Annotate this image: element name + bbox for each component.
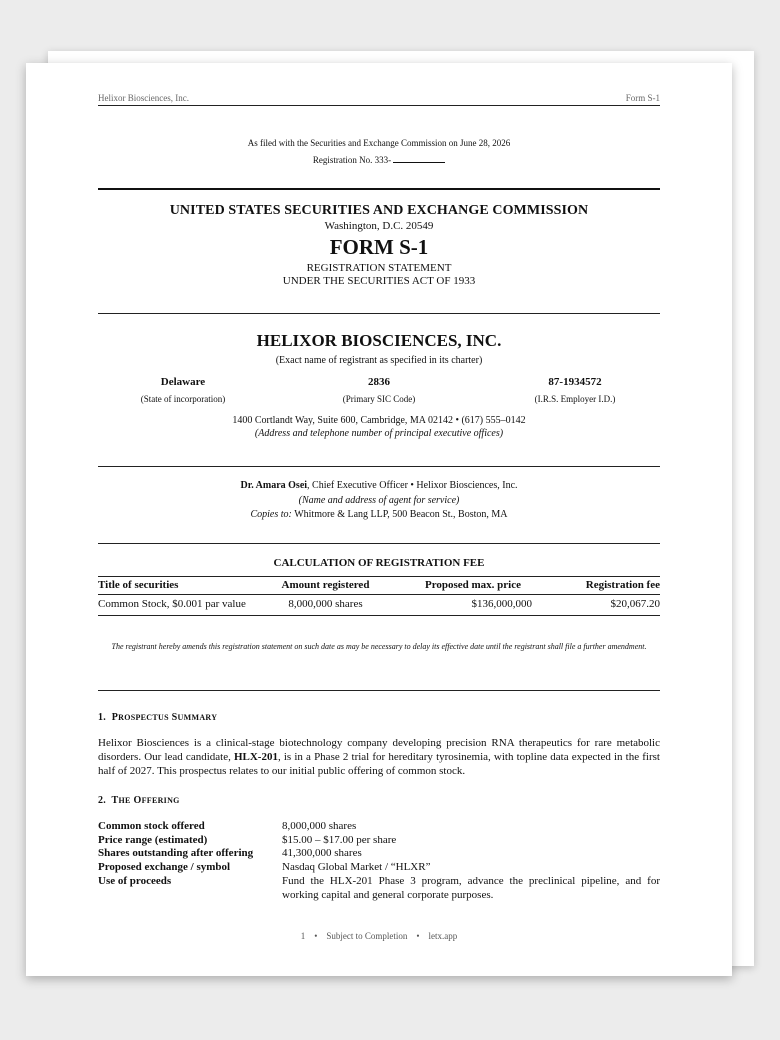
registrant-name-caption: (Exact name of registrant as specified in its charter) xyxy=(275,355,483,366)
amendment-note: The registrant hereby amends this registration statement on such date as may be necessary to delay its effective date until the registrant shall file a further amendment. xyxy=(111,642,647,651)
state-caption: (State of incorporation) xyxy=(140,394,226,404)
ein-caption: (I.R.S. Employer I.D.) xyxy=(534,394,616,404)
footer-site: letx.app xyxy=(428,931,458,941)
statement-line-1: REGISTRATION STATEMENT xyxy=(306,262,452,274)
summary-text-a: Helixor Biosciences is a clinical-stage biotechnology company developing precision RNA therapeutics for rare metabolic disorders. Our lead candidate, xyxy=(98,737,660,763)
section-1-paragraph xyxy=(98,736,660,778)
cover-heading xyxy=(98,203,660,288)
section-2-title-initial-2: O xyxy=(133,795,142,806)
offering-key: Use of proceeds xyxy=(98,874,172,887)
fee-cell-fee: $20,067.20 xyxy=(548,595,660,616)
summary-text-b: , is in a Phase 2 trial for hereditary tyrosinemia, with topline data expected in the first half of 2027. This prospectus relates to our initial public offering of common stock. xyxy=(98,751,660,777)
fee-cell-price: $136,000,000 xyxy=(398,595,548,616)
page-footer xyxy=(98,931,660,941)
divider-2 xyxy=(98,466,660,467)
address-caption: (Address and telephone number of principal executive offices) xyxy=(254,428,504,439)
section-1-title-rest-2: UMMARY xyxy=(177,713,218,722)
registrant-block xyxy=(98,331,660,366)
running-head xyxy=(98,93,660,106)
statement-line-2: UNDER THE SECURITIES ACT OF 1933 xyxy=(282,275,476,287)
fee-header-price: Proposed max. price xyxy=(398,577,548,595)
section-2-title-rest: HE xyxy=(118,796,131,805)
section-2-heading xyxy=(98,795,180,806)
fee-cell-title: Common Stock, $0.001 par value xyxy=(98,595,253,616)
fee-header-amount: Amount registered xyxy=(253,577,398,595)
page-number: 1 xyxy=(300,931,306,941)
lead-candidate: HLX-201 xyxy=(233,751,278,763)
list-item xyxy=(98,834,660,848)
fee-table-title: CALCULATION OF REGISTRATION FEE xyxy=(273,557,485,569)
section-2-title-rest-2: FFERING xyxy=(141,796,180,805)
copies-label: Copies to: xyxy=(250,509,292,520)
list-item xyxy=(98,875,660,902)
list-item xyxy=(98,847,660,861)
offering-key: Common stock offered xyxy=(98,820,205,832)
state-value: Delaware xyxy=(160,376,206,388)
ein-column xyxy=(490,376,660,404)
section-1-heading xyxy=(98,712,217,723)
sic-column xyxy=(294,376,464,404)
offering-list xyxy=(98,820,660,902)
state-column xyxy=(98,376,268,404)
ein-value: 87-1934572 xyxy=(548,376,602,388)
footer-separator-2: • xyxy=(416,931,420,941)
offering-value: 8,000,000 shares xyxy=(282,820,357,832)
cover-rule-top xyxy=(98,188,660,190)
fee-table-header-row xyxy=(98,577,660,595)
offering-value: 41,300,000 shares xyxy=(282,847,362,860)
section-1-title-initial-2: S xyxy=(171,712,178,723)
divider-1 xyxy=(98,313,660,314)
running-head-left: Helixor Biosciences, Inc. xyxy=(98,93,189,103)
document-page xyxy=(26,63,732,976)
running-head-right: Form S-1 xyxy=(625,93,660,103)
divider-4 xyxy=(98,690,660,691)
offering-key: Price range (estimated) xyxy=(98,833,208,846)
section-2-number: 2. xyxy=(98,795,107,806)
registration-blank xyxy=(393,154,445,163)
sic-value: 2836 xyxy=(368,376,390,388)
fee-cell-amount: 8,000,000 shares xyxy=(253,595,398,616)
fee-header-fee: Registration fee xyxy=(548,577,660,595)
offering-key: Proposed exchange / symbol xyxy=(98,861,231,874)
offering-value: Fund the HLX-201 Phase 3 program, advance the preclinical pipeline, and for working capital and general corporate purposes. xyxy=(282,874,660,901)
address-block xyxy=(98,415,660,439)
registration-number xyxy=(98,154,660,165)
commission-location: Washington, D.C. 20549 xyxy=(324,220,434,232)
fee-header-title: Title of securities xyxy=(98,577,253,595)
registration-prefix: Registration No. 333- xyxy=(312,155,392,165)
table-row xyxy=(98,595,660,616)
filing-info xyxy=(98,138,660,171)
divider-3 xyxy=(98,543,660,544)
registrant-name: HELIXOR BIOSCIENCES, INC. xyxy=(256,331,502,350)
commission-name: UNITED STATES SECURITIES AND EXCHANGE COMMISSION xyxy=(169,203,589,218)
agent-caption: (Name and address of agent for service) xyxy=(298,494,460,506)
agent-block xyxy=(98,479,660,523)
agent-line xyxy=(98,479,660,494)
offering-value: $15.00 – $17.00 per share xyxy=(282,833,397,846)
fee-table xyxy=(98,576,660,616)
section-1-number: 1. xyxy=(98,712,107,723)
list-item xyxy=(98,861,660,875)
agent-details: , Chief Executive Officer • Helixor Biosciences, Inc. xyxy=(307,480,518,491)
section-1-title-rest: ROSPECTUS xyxy=(118,713,169,722)
footer-separator-1: • xyxy=(314,931,318,941)
list-item xyxy=(98,820,660,834)
footer-status: Subject to Completion xyxy=(326,931,408,941)
registrant-address: 1400 Cortlandt Way, Suite 600, Cambridge, MA 02142 • (617) 555–0142 xyxy=(232,415,526,426)
sic-caption: (Primary SIC Code) xyxy=(342,394,416,404)
filed-line: As filed with the Securities and Exchange Commission on June 28, 2026 xyxy=(247,138,511,148)
registrant-ids xyxy=(98,376,660,404)
copies-line xyxy=(98,508,660,523)
offering-key: Shares outstanding after offering xyxy=(98,847,254,860)
copies-value: Whitmore & Lang LLP, 500 Beacon St., Boston, MA xyxy=(291,509,508,520)
section-1-title-initial: P xyxy=(111,712,119,723)
section-2-title-initial: T xyxy=(111,795,119,806)
agent-name: Dr. Amara Osei xyxy=(240,480,308,491)
offering-value: Nasdaq Global Market / “HLXR” xyxy=(282,861,431,874)
form-title: FORM S-1 xyxy=(329,235,429,259)
